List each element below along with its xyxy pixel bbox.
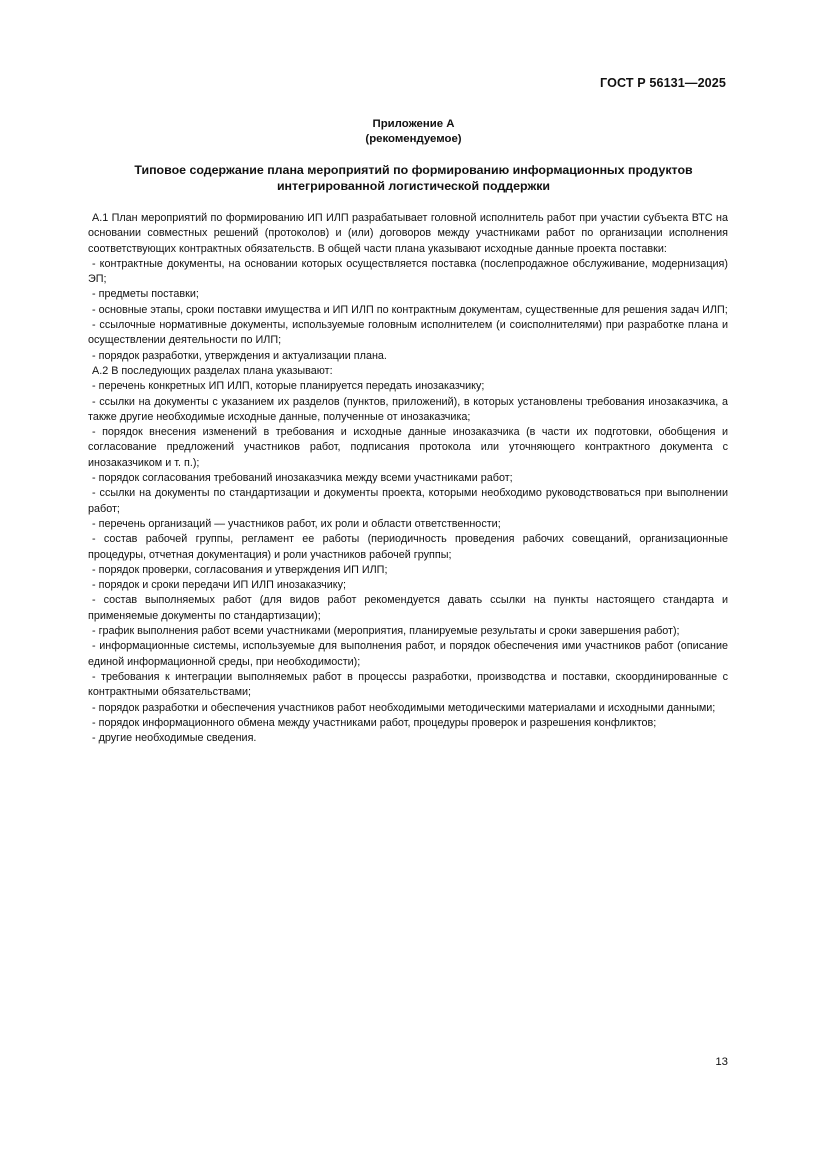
list-item: - график выполнения работ всеми участниками (мероприятия, планируемые результаты и сроки завершения работ); <box>92 625 680 638</box>
list-item: - ссылки на документы с указанием их разделов (пунктов, приложений), в которых установлены требования инозаказчика, а также другие необходимые исходные данные, полученные от инозаказчика; <box>88 395 728 423</box>
list-item: - контрактные документы, на основании которых осуществляется поставка (послепродажное обслуживание, модернизация) ЭП; <box>88 257 728 286</box>
appendix-title <box>88 162 739 194</box>
appendix-label: Приложение А <box>372 118 455 130</box>
list-item: - перечень организаций — участников работ, их роли и области ответственности; <box>92 517 501 530</box>
list-item: - состав выполняемых работ (для видов работ рекомендуется давать ссылки на пункты настоящего стандарта и применяемые документы по стандартизации); <box>88 594 728 622</box>
appendix-body <box>88 211 728 746</box>
list-item: - состав рабочей группы, регламент ее работы (периодичность проведения рабочих совещаний, организационные процедуры, отчетная документация) и роли участников рабочей группы; <box>88 533 728 561</box>
list-item: - другие необходимые сведения. <box>92 732 257 745</box>
list-item: - порядок разработки, утверждения и актуализации плана. <box>92 349 387 362</box>
list-item: - порядок согласования требований инозаказчика между всеми участниками работ; <box>92 472 513 485</box>
list-item: - предметы поставки; <box>92 288 199 301</box>
list-item: - порядок информационного обмена между участниками работ, процедуры проверок и разрешения конфликтов; <box>92 716 657 729</box>
list-item: - информационные системы, используемые для выполнения работ, и порядок обеспечения ими участников работ (описание единой информационной среды, при необходимости); <box>88 640 728 668</box>
document-code: ГОСТ Р 56131—2025 <box>600 76 726 90</box>
paragraph: А.2 В последующих разделах плана указывают: <box>92 364 333 377</box>
appendix-status: (рекомендуемое) <box>365 132 462 145</box>
list-item: - порядок внесения изменений в требования и исходные данные инозаказчика (в части их подготовки, обобщения и согласование предложений участников работ, подписания протокола или уточняющего контрактного документа с инозаказчиком и т. п.); <box>88 426 728 469</box>
list-item: - ссылочные нормативные документы, используемые головным исполнителем (и соисполнителями) при разработке плана и осуществлении деятельности по ИЛП; <box>88 319 728 347</box>
page-number: 13 <box>715 1056 728 1068</box>
list-item: - основные этапы, сроки поставки имущества и ИП ИЛП по контрактным документам, существенные для решения задач ИЛП; <box>92 303 728 316</box>
list-item: - порядок разработки и обеспечения участников работ необходимыми методическими материалами и исходными данными; <box>92 701 716 714</box>
appendix-heading <box>0 117 827 146</box>
list-item: - требования к интеграции выполняемых работ в процессы разработки, производства и поставки, скоординированные с контрактными обязательствами; <box>88 670 728 699</box>
appendix-title-line: Типовое содержание плана мероприятий по формированию информационных продуктов <box>134 163 693 177</box>
list-item: - порядок и сроки передачи ИП ИЛП инозаказчику; <box>92 579 347 592</box>
list-item: - порядок проверки, согласования и утверждения ИП ИЛП; <box>92 563 388 576</box>
list-item: - перечень конкретных ИП ИЛП, которые планируется передать инозаказчику; <box>92 380 485 393</box>
paragraph: А.1 План мероприятий по формированию ИП ИЛП разрабатывает головной исполнитель работ при участии субъекта ВТС на основании совместных решений (протоколов) и (или) договоров между участниками работ по организации исполнения соответствующих контрактных обязательств. В общей части плана указывают исходные данные проекта поставки: <box>88 212 728 255</box>
list-item: - ссылки на документы по стандартизации и документы проекта, которыми необходимо руководствоваться при выполнении работ; <box>88 487 728 515</box>
appendix-title-line: интегрированной логистической поддержки <box>276 179 551 193</box>
